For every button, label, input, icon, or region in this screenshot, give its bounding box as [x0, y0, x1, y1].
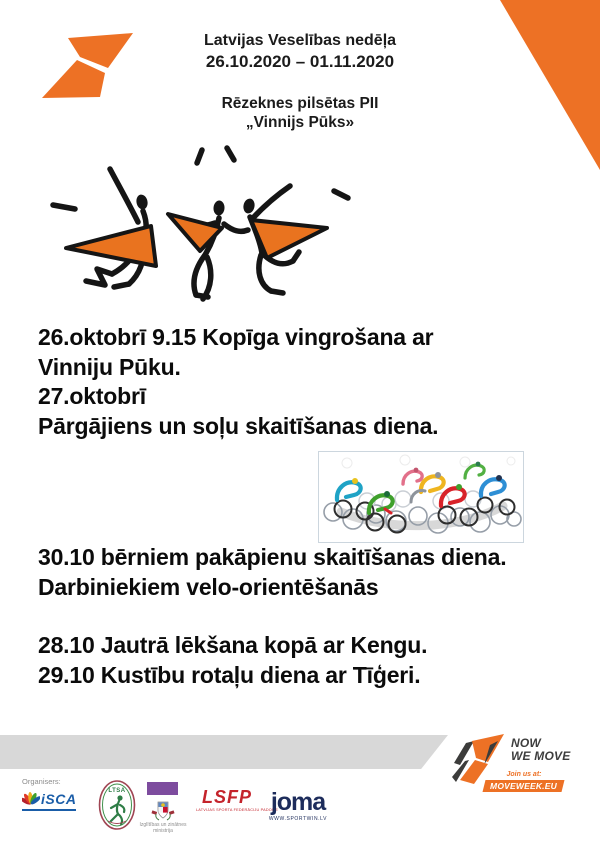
- moveweek-url: MOVEWEEK.EU: [490, 781, 557, 791]
- ltsa-badge-icon: [98, 780, 136, 830]
- joma-logo: [264, 790, 332, 822]
- isca-logo: [22, 790, 80, 811]
- ministry-name-line1: Izglītības un zinātnes: [139, 822, 187, 828]
- cyclists-illustration: [318, 451, 524, 543]
- org-name-line1: Rēzeknes pilsētas PII: [221, 95, 379, 112]
- schedule-line: 27.oktobrī: [38, 383, 146, 409]
- event-title: Latvijas Veselības nedēļa: [203, 32, 397, 49]
- lsfp-logo: [196, 787, 279, 812]
- ministry-name-line2: ministrija: [153, 827, 173, 834]
- schedule-line: 30.10 bērniem pakāpienu skaitīšanas diena.: [38, 544, 507, 570]
- schedule-line: 29.10 Kustību rotaļu diena ar Tīģeri.: [38, 661, 421, 688]
- gray-band: [0, 735, 448, 769]
- schedule-line: Pārgājiens un soļu skaitīšanas diena.: [38, 412, 439, 439]
- organization-block: [0, 94, 600, 132]
- schedule-line: Vinniju Pūku.: [38, 353, 181, 380]
- ministry-coat-of-arms-icon: [151, 798, 175, 822]
- moveweek-banner: [483, 780, 565, 792]
- schedule-line: Darbiniekiem velo-orientēšanās: [38, 573, 379, 600]
- isca-petals-icon: [22, 790, 40, 808]
- nwm-line2: WE MOVE: [511, 749, 571, 763]
- ministry-flag: [147, 782, 178, 795]
- join-us-text: Join us at:: [506, 771, 542, 778]
- schedule-block-2: [38, 543, 506, 602]
- nowwemove-wordmark: [511, 737, 570, 763]
- stick-figures-illustration: [50, 138, 360, 313]
- organisers-label: Organisers:: [22, 777, 61, 786]
- isca-underline: [22, 809, 76, 811]
- joma-subtext: WWW.SPORTWIN.LV: [268, 816, 328, 822]
- header-block: [0, 30, 600, 72]
- isca-wordmark: iSCA: [41, 791, 77, 807]
- ministry-name: [136, 823, 190, 834]
- event-dates: 26.10.2020 – 01.11.2020: [205, 52, 395, 71]
- org-name-line2: „Vinnijs Pūks»: [245, 114, 355, 131]
- corner-triangle-accent: [500, 0, 600, 170]
- schedule-line: 28.10 Jautrā lēkšana kopā ar Kengu.: [38, 632, 428, 658]
- lsfp-wordmark: LSFP: [201, 787, 252, 807]
- nwm-line1: NOW: [511, 736, 541, 750]
- joma-wordmark: joma: [270, 788, 326, 816]
- lsfp-subtext: LATVIJAS SPORTA FEDERĀCIJU PADOME: [196, 808, 279, 812]
- schedule-block-1: [38, 323, 438, 441]
- schedule-line: 26.oktobrī 9.15 Kopīga vingrošana ar: [38, 324, 434, 350]
- ltsa-text: LTSA: [108, 788, 126, 794]
- schedule-block-3: [38, 631, 427, 690]
